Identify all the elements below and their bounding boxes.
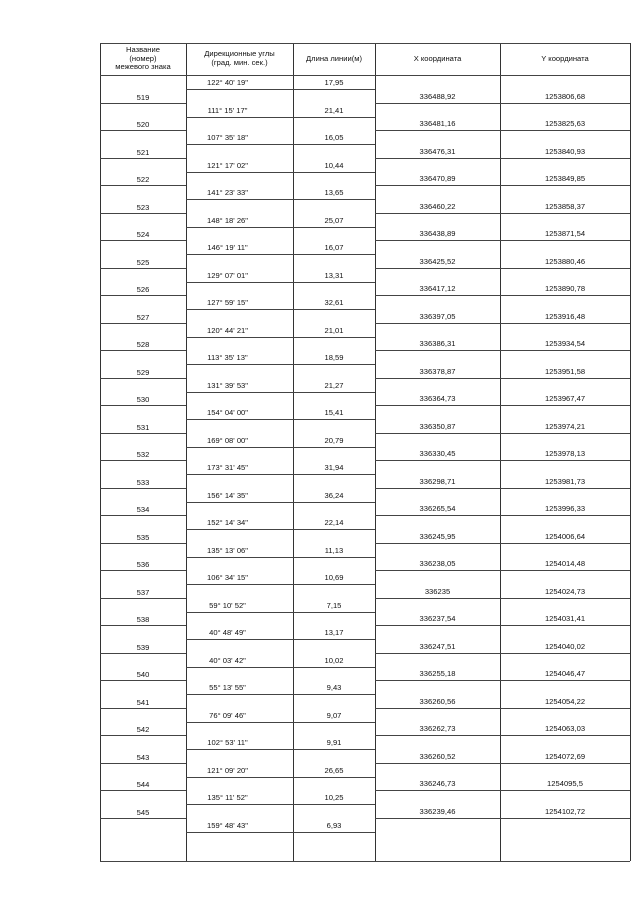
y-coordinate: 1254102,72	[544, 806, 586, 816]
segment-rule	[186, 309, 375, 310]
segment-rule	[186, 584, 375, 585]
y-coordinate: 1253825,63	[544, 119, 586, 129]
direction-angle: 148° 18' 26"	[207, 215, 248, 225]
direction-angle: 141° 23' 33"	[207, 188, 248, 197]
line-length: 10,25	[324, 793, 344, 802]
boundary-mark-name: 537	[136, 587, 150, 597]
point-rule	[375, 323, 630, 324]
line-length: 26,65	[324, 765, 344, 775]
point-rule	[375, 433, 630, 434]
direction-angle: 173° 31' 45"	[207, 463, 248, 472]
x-coordinate: 336237,54	[419, 614, 456, 624]
y-coordinate: 1254024,73	[544, 586, 586, 596]
point-rule	[375, 268, 630, 269]
point-rule	[375, 598, 630, 599]
direction-angle: 111° 15' 17"	[207, 105, 248, 115]
y-coordinate: 1254072,69	[544, 751, 586, 761]
y-coordinate: 1253996,33	[544, 504, 586, 514]
point-rule	[100, 653, 186, 654]
x-coordinate: 336417,12	[419, 284, 456, 294]
boundary-mark-name: 539	[136, 642, 150, 652]
segment-rule	[186, 722, 375, 723]
point-rule	[375, 818, 630, 819]
point-rule	[100, 625, 186, 626]
x-coordinate: 336438,89	[419, 229, 456, 239]
x-coordinate: 336298,71	[419, 476, 456, 486]
y-coordinate: 1253880,46	[544, 256, 586, 266]
boundary-mark-name: 523	[136, 202, 150, 212]
x-coordinate: 336378,87	[419, 366, 456, 376]
y-coordinate: 1254046,47	[544, 669, 586, 679]
header-cell: Y координата	[541, 53, 589, 63]
segment-rule	[186, 282, 375, 283]
point-rule	[375, 708, 630, 709]
x-coordinate: 336330,45	[419, 449, 456, 459]
segment-rule	[186, 502, 375, 503]
boundary-mark-name: 531	[136, 422, 150, 432]
boundary-table	[100, 43, 630, 861]
boundary-mark-name: 522	[136, 175, 150, 185]
direction-angle: 131° 39' 53"	[207, 380, 248, 390]
x-coordinate: 336260,52	[419, 751, 456, 761]
point-rule	[100, 570, 186, 571]
point-rule	[375, 790, 630, 791]
boundary-mark-name: 520	[136, 120, 150, 130]
line-length: 32,61	[324, 298, 344, 307]
line-length: 13,65	[324, 188, 344, 197]
x-coordinate: 336460,22	[419, 201, 456, 211]
direction-angle: 40° 03' 42"	[209, 655, 246, 665]
line-length: 10,69	[324, 573, 344, 582]
boundary-mark-name: 545	[136, 807, 150, 817]
point-rule	[100, 268, 186, 269]
header-cell: X координата	[413, 53, 462, 63]
point-rule	[100, 488, 186, 489]
x-coordinate: 336481,16	[419, 119, 456, 129]
point-rule	[375, 378, 630, 379]
point-rule	[100, 763, 186, 764]
segment-rule	[186, 364, 375, 365]
segment-rule	[186, 557, 375, 558]
segment-rule	[186, 639, 375, 640]
y-coordinate: 1254095,5	[547, 779, 583, 789]
direction-angle: 156° 14' 35"	[207, 490, 248, 500]
boundary-mark-name: 528	[136, 340, 150, 350]
direction-angle: 122° 40' 19"	[207, 78, 248, 87]
point-rule	[375, 680, 630, 681]
line-length: 10,44	[324, 160, 344, 170]
x-coordinate: 336239,46	[419, 806, 456, 816]
point-rule	[100, 598, 186, 599]
boundary-mark-name: 525	[136, 257, 150, 267]
direction-angle: 135° 11' 52"	[207, 793, 248, 802]
point-rule	[375, 488, 630, 489]
boundary-mark-name: 530	[136, 395, 150, 405]
point-rule	[100, 378, 186, 379]
boundary-mark-name: 541	[136, 697, 150, 707]
y-coordinate: 1254054,22	[544, 696, 586, 706]
direction-angle: 113° 35' 13"	[207, 353, 248, 362]
column-divider	[375, 43, 376, 861]
line-length: 9,07	[326, 710, 342, 720]
point-rule	[375, 625, 630, 626]
boundary-mark-name: 540	[136, 670, 150, 680]
x-coordinate: 336238,05	[419, 559, 456, 569]
boundary-mark-name: 524	[136, 230, 150, 240]
boundary-mark-name: 543	[136, 752, 150, 762]
direction-angle: 154° 04' 00"	[207, 408, 248, 417]
line-length: 16,05	[324, 133, 344, 142]
column-divider	[630, 43, 631, 861]
line-length: 9,43	[326, 683, 342, 692]
boundary-mark-name: 534	[136, 505, 150, 515]
direction-angle: 120° 44' 21"	[207, 325, 248, 335]
y-coordinate: 1253916,48	[544, 311, 586, 321]
y-coordinate: 1253978,13	[544, 449, 586, 459]
direction-angle: 121° 09' 20"	[207, 765, 248, 775]
x-coordinate: 336425,52	[419, 256, 456, 266]
point-rule	[375, 763, 630, 764]
point-rule	[100, 295, 186, 296]
y-coordinate: 1254040,02	[544, 641, 586, 651]
segment-rule	[186, 667, 375, 668]
direction-angle: 55° 13' 55"	[209, 683, 246, 692]
segment-rule	[186, 777, 375, 778]
point-rule	[100, 240, 186, 241]
point-rule	[100, 185, 186, 186]
header-cell: Название (номер) межевого знака	[115, 45, 171, 72]
x-coordinate: 336247,51	[419, 641, 456, 651]
direction-angle: 146° 19' 11"	[207, 243, 248, 252]
segment-rule	[186, 144, 375, 145]
point-rule	[100, 433, 186, 434]
header-separator	[100, 75, 630, 76]
x-coordinate: 336260,56	[419, 696, 456, 706]
direction-angle: 159° 48' 43"	[207, 820, 248, 830]
boundary-mark-name: 527	[136, 312, 150, 322]
point-rule	[100, 405, 186, 406]
y-coordinate: 1253934,54	[544, 339, 586, 349]
y-coordinate: 1253890,78	[544, 284, 586, 294]
direction-angle: 107° 35' 18"	[207, 133, 248, 142]
y-coordinate: 1253849,85	[544, 174, 586, 184]
x-coordinate: 336386,31	[419, 339, 456, 349]
direction-angle: 152° 14' 34"	[207, 518, 248, 527]
y-coordinate: 1253871,54	[544, 229, 586, 239]
x-coordinate: 336246,73	[419, 779, 456, 789]
x-coordinate: 336262,73	[419, 724, 456, 734]
x-coordinate: 336235	[424, 586, 451, 596]
point-rule	[375, 653, 630, 654]
y-coordinate: 1253981,73	[544, 476, 586, 486]
line-length: 25,07	[324, 215, 344, 225]
segment-rule	[186, 392, 375, 393]
x-coordinate: 336245,95	[419, 531, 456, 541]
point-rule	[375, 543, 630, 544]
column-divider	[186, 43, 187, 861]
point-rule	[100, 708, 186, 709]
direction-angle: 76° 09' 46"	[209, 710, 246, 720]
y-coordinate: 1254006,64	[544, 531, 586, 541]
segment-rule	[186, 529, 375, 530]
x-coordinate: 336470,89	[419, 174, 456, 184]
point-rule	[375, 405, 630, 406]
point-rule	[100, 790, 186, 791]
direction-angle: 121° 17' 02"	[207, 160, 248, 170]
boundary-mark-name: 536	[136, 560, 150, 570]
header-cell: Дирекционные углы (град. мин. сек.)	[204, 49, 275, 67]
point-rule	[375, 570, 630, 571]
segment-rule	[186, 749, 375, 750]
point-rule	[100, 158, 186, 159]
x-coordinate: 336364,73	[419, 394, 456, 404]
direction-angle: 59° 10' 52"	[209, 600, 246, 610]
segment-rule	[186, 172, 375, 173]
x-coordinate: 336397,05	[419, 311, 456, 321]
y-coordinate: 1254063,03	[544, 724, 586, 734]
boundary-mark-name: 544	[136, 780, 150, 790]
x-coordinate: 336265,54	[419, 504, 456, 514]
segment-rule	[186, 227, 375, 228]
y-coordinate: 1253806,68	[544, 91, 586, 101]
segment-rule	[186, 254, 375, 255]
direction-angle: 106° 34' 15"	[207, 573, 248, 582]
segment-rule	[186, 474, 375, 475]
boundary-mark-name: 526	[136, 285, 150, 295]
point-rule	[100, 460, 186, 461]
segment-rule	[186, 117, 375, 118]
y-coordinate: 1253840,93	[544, 146, 586, 156]
direction-angle: 135° 13' 06"	[207, 545, 248, 555]
point-rule	[100, 323, 186, 324]
segment-rule	[186, 804, 375, 805]
y-coordinate: 1254031,41	[544, 614, 586, 624]
segment-rule	[186, 447, 375, 448]
x-coordinate: 336255,18	[419, 669, 456, 679]
direction-angle: 40° 48' 49"	[209, 628, 246, 637]
column-divider	[500, 43, 501, 861]
point-rule	[100, 515, 186, 516]
boundary-mark-name: 521	[136, 147, 150, 157]
point-rule	[375, 460, 630, 461]
segment-rule	[186, 612, 375, 613]
segment-rule	[186, 694, 375, 695]
boundary-mark-name: 529	[136, 367, 150, 377]
segment-rule	[186, 89, 375, 90]
point-rule	[375, 103, 630, 104]
point-rule	[100, 735, 186, 736]
y-coordinate: 1253858,37	[544, 201, 586, 211]
line-length: 13,17	[324, 628, 344, 637]
point-rule	[375, 158, 630, 159]
point-rule	[100, 818, 186, 819]
x-coordinate: 336350,87	[419, 421, 456, 431]
segment-rule	[186, 832, 375, 833]
line-length: 18,59	[324, 353, 344, 362]
point-rule	[375, 515, 630, 516]
line-length: 7,15	[326, 600, 342, 610]
line-length: 31,94	[324, 463, 344, 472]
line-length: 22,14	[324, 518, 344, 527]
y-coordinate: 1253967,47	[544, 394, 586, 404]
segment-rule	[186, 337, 375, 338]
line-length: 36,24	[324, 490, 344, 500]
line-length: 21,01	[324, 325, 344, 335]
line-length: 21,41	[324, 105, 344, 115]
point-rule	[100, 350, 186, 351]
boundary-mark-name: 542	[136, 725, 150, 735]
point-rule	[375, 295, 630, 296]
line-length: 20,79	[324, 435, 344, 445]
boundary-mark-name: 519	[136, 92, 150, 102]
boundary-mark-name: 532	[136, 450, 150, 460]
column-divider	[293, 43, 294, 861]
y-coordinate: 1254014,48	[544, 559, 586, 569]
boundary-mark-name: 535	[136, 532, 150, 542]
segment-rule	[186, 419, 375, 420]
line-length: 15,41	[324, 408, 344, 417]
point-rule	[375, 185, 630, 186]
line-length: 10,02	[324, 655, 344, 665]
y-coordinate: 1253974,21	[544, 421, 586, 431]
line-length: 16,07	[324, 243, 344, 252]
point-rule	[100, 130, 186, 131]
x-coordinate: 336476,31	[419, 146, 456, 156]
y-coordinate: 1253951,58	[544, 366, 586, 376]
header-cell: Длина линии(м)	[306, 53, 362, 63]
line-length: 9,91	[326, 738, 342, 747]
boundary-mark-name: 533	[136, 477, 150, 487]
point-rule	[100, 543, 186, 544]
direction-angle: 102° 53' 11"	[207, 738, 248, 747]
line-length: 11,13	[324, 545, 344, 555]
direction-angle: 129° 07' 01"	[207, 270, 248, 280]
point-rule	[375, 735, 630, 736]
segment-rule	[186, 199, 375, 200]
x-coordinate: 336488,92	[419, 91, 456, 101]
line-length: 21,27	[324, 380, 344, 390]
point-rule	[100, 103, 186, 104]
point-rule	[375, 240, 630, 241]
line-length: 13,31	[324, 270, 344, 280]
point-rule	[375, 213, 630, 214]
table-bottom-border	[100, 861, 630, 862]
direction-angle: 127° 59' 15"	[207, 298, 248, 307]
line-length: 17,95	[324, 78, 344, 87]
point-rule	[375, 130, 630, 131]
point-rule	[100, 680, 186, 681]
point-rule	[100, 213, 186, 214]
direction-angle: 169° 08' 00"	[207, 435, 248, 445]
line-length: 6,93	[326, 820, 342, 830]
point-rule	[375, 350, 630, 351]
boundary-mark-name: 538	[136, 615, 150, 625]
